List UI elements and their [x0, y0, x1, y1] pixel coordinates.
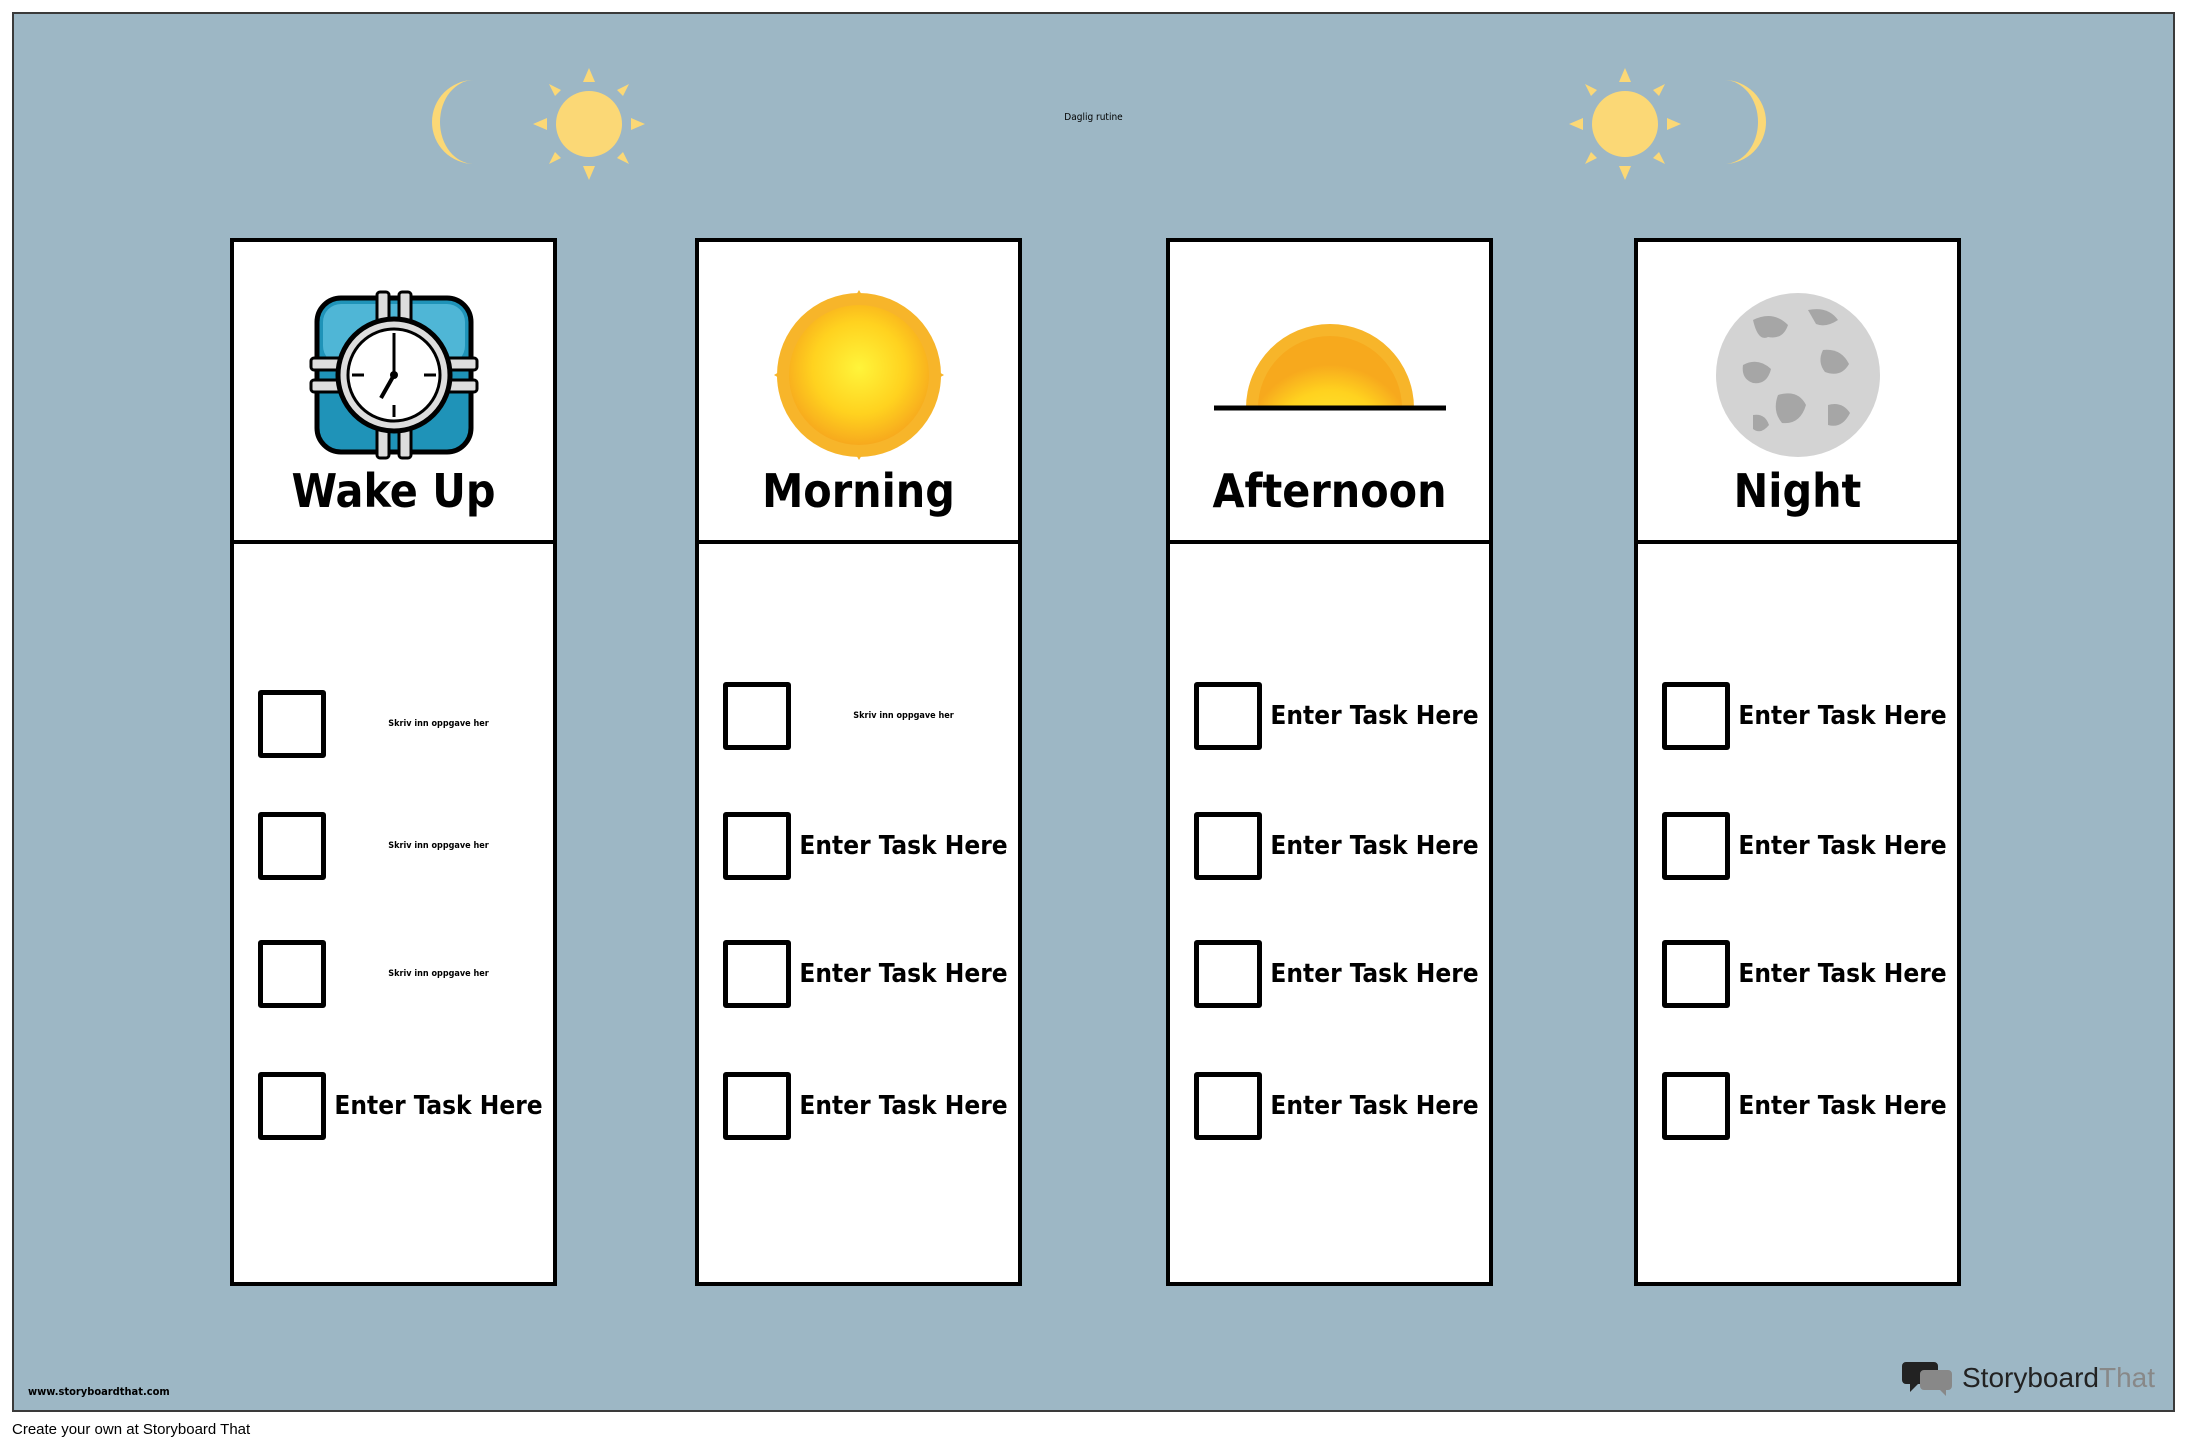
column-title: Afternoon — [1212, 464, 1447, 518]
column-wake-up — [230, 238, 557, 1286]
task-checkbox[interactable] — [1194, 940, 1262, 1008]
task-checkbox[interactable] — [258, 812, 326, 880]
small-sun-icon — [1565, 64, 1685, 184]
task-text[interactable]: Enter Task Here — [1738, 959, 1947, 989]
poster-title: Daglig rutine — [1064, 112, 1123, 123]
poster-canvas — [12, 12, 2175, 1412]
task-text[interactable]: Enter Task Here — [1270, 1091, 1479, 1121]
sun-icon — [774, 290, 944, 460]
column-title: Night — [1733, 464, 1862, 518]
task-item — [699, 812, 1018, 884]
task-checkbox[interactable] — [723, 940, 791, 1008]
task-item — [699, 940, 1018, 1012]
column-header — [1170, 242, 1489, 544]
task-checkbox[interactable] — [1194, 682, 1262, 750]
task-checkbox[interactable] — [723, 682, 791, 750]
task-checkbox[interactable] — [258, 940, 326, 1008]
task-checkbox[interactable] — [258, 690, 326, 758]
footer-caption[interactable]: Create your own at Storyboard That — [12, 1421, 251, 1438]
column-title: Morning — [762, 464, 955, 518]
column-header — [1638, 242, 1957, 544]
task-item — [1170, 812, 1489, 884]
task-text[interactable]: Enter Task Here — [1270, 701, 1479, 731]
task-item — [234, 940, 553, 1012]
task-item — [234, 812, 553, 884]
task-text[interactable]: Enter Task Here — [334, 1091, 543, 1121]
crescent-moon-icon — [1699, 72, 1779, 172]
task-item — [1170, 1072, 1489, 1144]
task-item — [699, 682, 1018, 754]
task-item — [1638, 682, 1957, 754]
brand-name — [1962, 1362, 2155, 1394]
task-item — [1638, 812, 1957, 884]
task-text[interactable]: Enter Task Here — [1270, 959, 1479, 989]
task-checkbox[interactable] — [1662, 812, 1730, 880]
brand-logo[interactable] — [1902, 1358, 2155, 1398]
task-text[interactable]: Enter Task Here — [799, 959, 1008, 989]
moon-icon — [1713, 290, 1883, 460]
task-text[interactable]: Enter Task Here — [799, 1091, 1008, 1121]
task-item — [1638, 1072, 1957, 1144]
task-text[interactable]: Enter Task Here — [799, 831, 1008, 861]
alarm-clock-icon — [309, 290, 479, 460]
task-checkbox[interactable] — [1662, 1072, 1730, 1140]
task-checkbox[interactable] — [1662, 940, 1730, 1008]
task-text[interactable]: Enter Task Here — [1738, 831, 1947, 861]
brand-secondary: That — [2098, 1362, 2155, 1393]
footer-url[interactable]: www.storyboardthat.com — [28, 1385, 170, 1398]
task-checkbox[interactable] — [723, 812, 791, 880]
task-item — [1638, 940, 1957, 1012]
column-header — [699, 242, 1018, 544]
task-checkbox[interactable] — [258, 1072, 326, 1140]
task-checkbox[interactable] — [1662, 682, 1730, 750]
brand-primary: Storyboard — [1962, 1362, 2099, 1393]
task-item — [1170, 682, 1489, 754]
task-checkbox[interactable] — [1194, 812, 1262, 880]
column-night — [1634, 238, 1961, 1286]
task-text[interactable]: Skriv inn oppgave her — [388, 841, 489, 851]
task-item — [1170, 940, 1489, 1012]
column-header — [234, 242, 553, 544]
task-text[interactable]: Skriv inn oppgave her — [388, 719, 489, 729]
crescent-moon-icon — [419, 72, 499, 172]
column-title: Wake Up — [291, 464, 496, 518]
task-item — [234, 1072, 553, 1144]
task-text[interactable]: Enter Task Here — [1738, 701, 1947, 731]
task-checkbox[interactable] — [723, 1072, 791, 1140]
task-text[interactable]: Skriv inn oppgave her — [388, 969, 489, 979]
task-text[interactable]: Enter Task Here — [1738, 1091, 1947, 1121]
small-sun-icon — [529, 64, 649, 184]
column-morning — [695, 238, 1022, 1286]
speech-bubble-icon — [1902, 1358, 1954, 1398]
task-text[interactable]: Skriv inn oppgave her — [853, 711, 954, 721]
task-item — [699, 1072, 1018, 1144]
column-afternoon — [1166, 238, 1493, 1286]
sunset-icon — [1210, 290, 1450, 460]
task-text[interactable]: Enter Task Here — [1270, 831, 1479, 861]
task-item — [234, 690, 553, 762]
task-checkbox[interactable] — [1194, 1072, 1262, 1140]
